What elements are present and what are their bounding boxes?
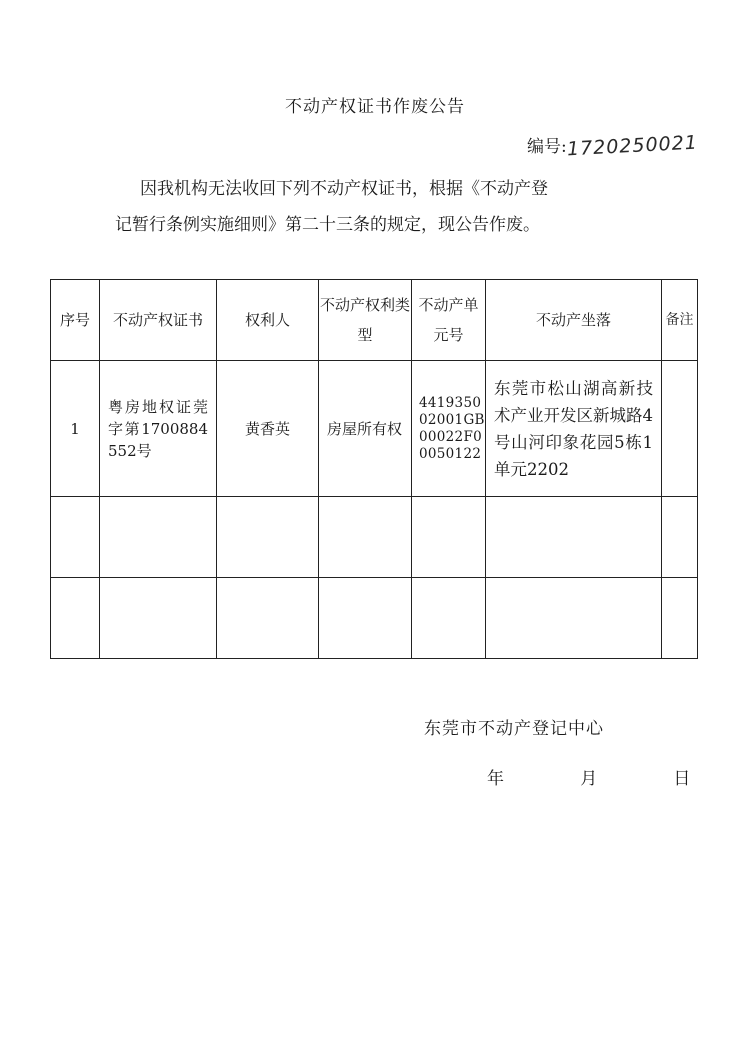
empty-cell (51, 578, 100, 659)
empty-cell (662, 497, 698, 578)
cell-owner: 黄香英 (217, 361, 319, 497)
issuing-organization: 东莞市不动产登记中心 (424, 719, 604, 739)
empty-cell (217, 578, 319, 659)
cell-certificate: 粤房地权证莞字第1700884552号 (100, 361, 217, 497)
table-row (51, 361, 698, 497)
serial-number (527, 131, 699, 161)
header-location: 不动产坐落 (486, 280, 662, 361)
header-index: 序号 (51, 280, 100, 361)
serial-label: 编号: (527, 137, 567, 157)
empty-cell (319, 578, 412, 659)
empty-cell (319, 497, 412, 578)
table-row-empty (51, 497, 698, 578)
cell-unit-no: 441935002001GB00022F00050122 (412, 361, 486, 497)
date-line: 年 月 日 (487, 769, 691, 789)
table-header-row (51, 280, 698, 361)
empty-cell (51, 497, 100, 578)
cell-index: 1 (51, 361, 100, 497)
serial-number-value: 1720250021 (566, 131, 699, 161)
empty-cell (486, 497, 662, 578)
empty-cell (100, 578, 217, 659)
document-title: 不动产权证书作废公告 (285, 97, 465, 117)
empty-cell (662, 578, 698, 659)
header-unit-no: 不动产单元号 (412, 280, 486, 361)
notice-paragraph-line-1: 因我机构无法收回下列不动产权证书，根据《不动产登 (140, 179, 548, 199)
cell-right-type: 房屋所有权 (319, 361, 412, 497)
table-row-empty (51, 578, 698, 659)
empty-cell (412, 497, 486, 578)
header-owner: 权利人 (217, 280, 319, 361)
header-remarks: 备注 (662, 280, 698, 361)
empty-cell (217, 497, 319, 578)
header-certificate: 不动产权证书 (100, 280, 217, 361)
empty-cell (100, 497, 217, 578)
cell-remarks (662, 361, 698, 497)
cell-location: 东莞市松山湖高新技术产业开发区新城路4号山河印象花园5栋1单元2202 (486, 361, 662, 497)
notice-paragraph-line-2: 记暂行条例实施细则》第二十三条的规定，现公告作废。 (115, 215, 540, 235)
void-certificate-table (50, 279, 698, 659)
empty-cell (486, 578, 662, 659)
header-right-type: 不动产权利类型 (319, 280, 412, 361)
empty-cell (412, 578, 486, 659)
